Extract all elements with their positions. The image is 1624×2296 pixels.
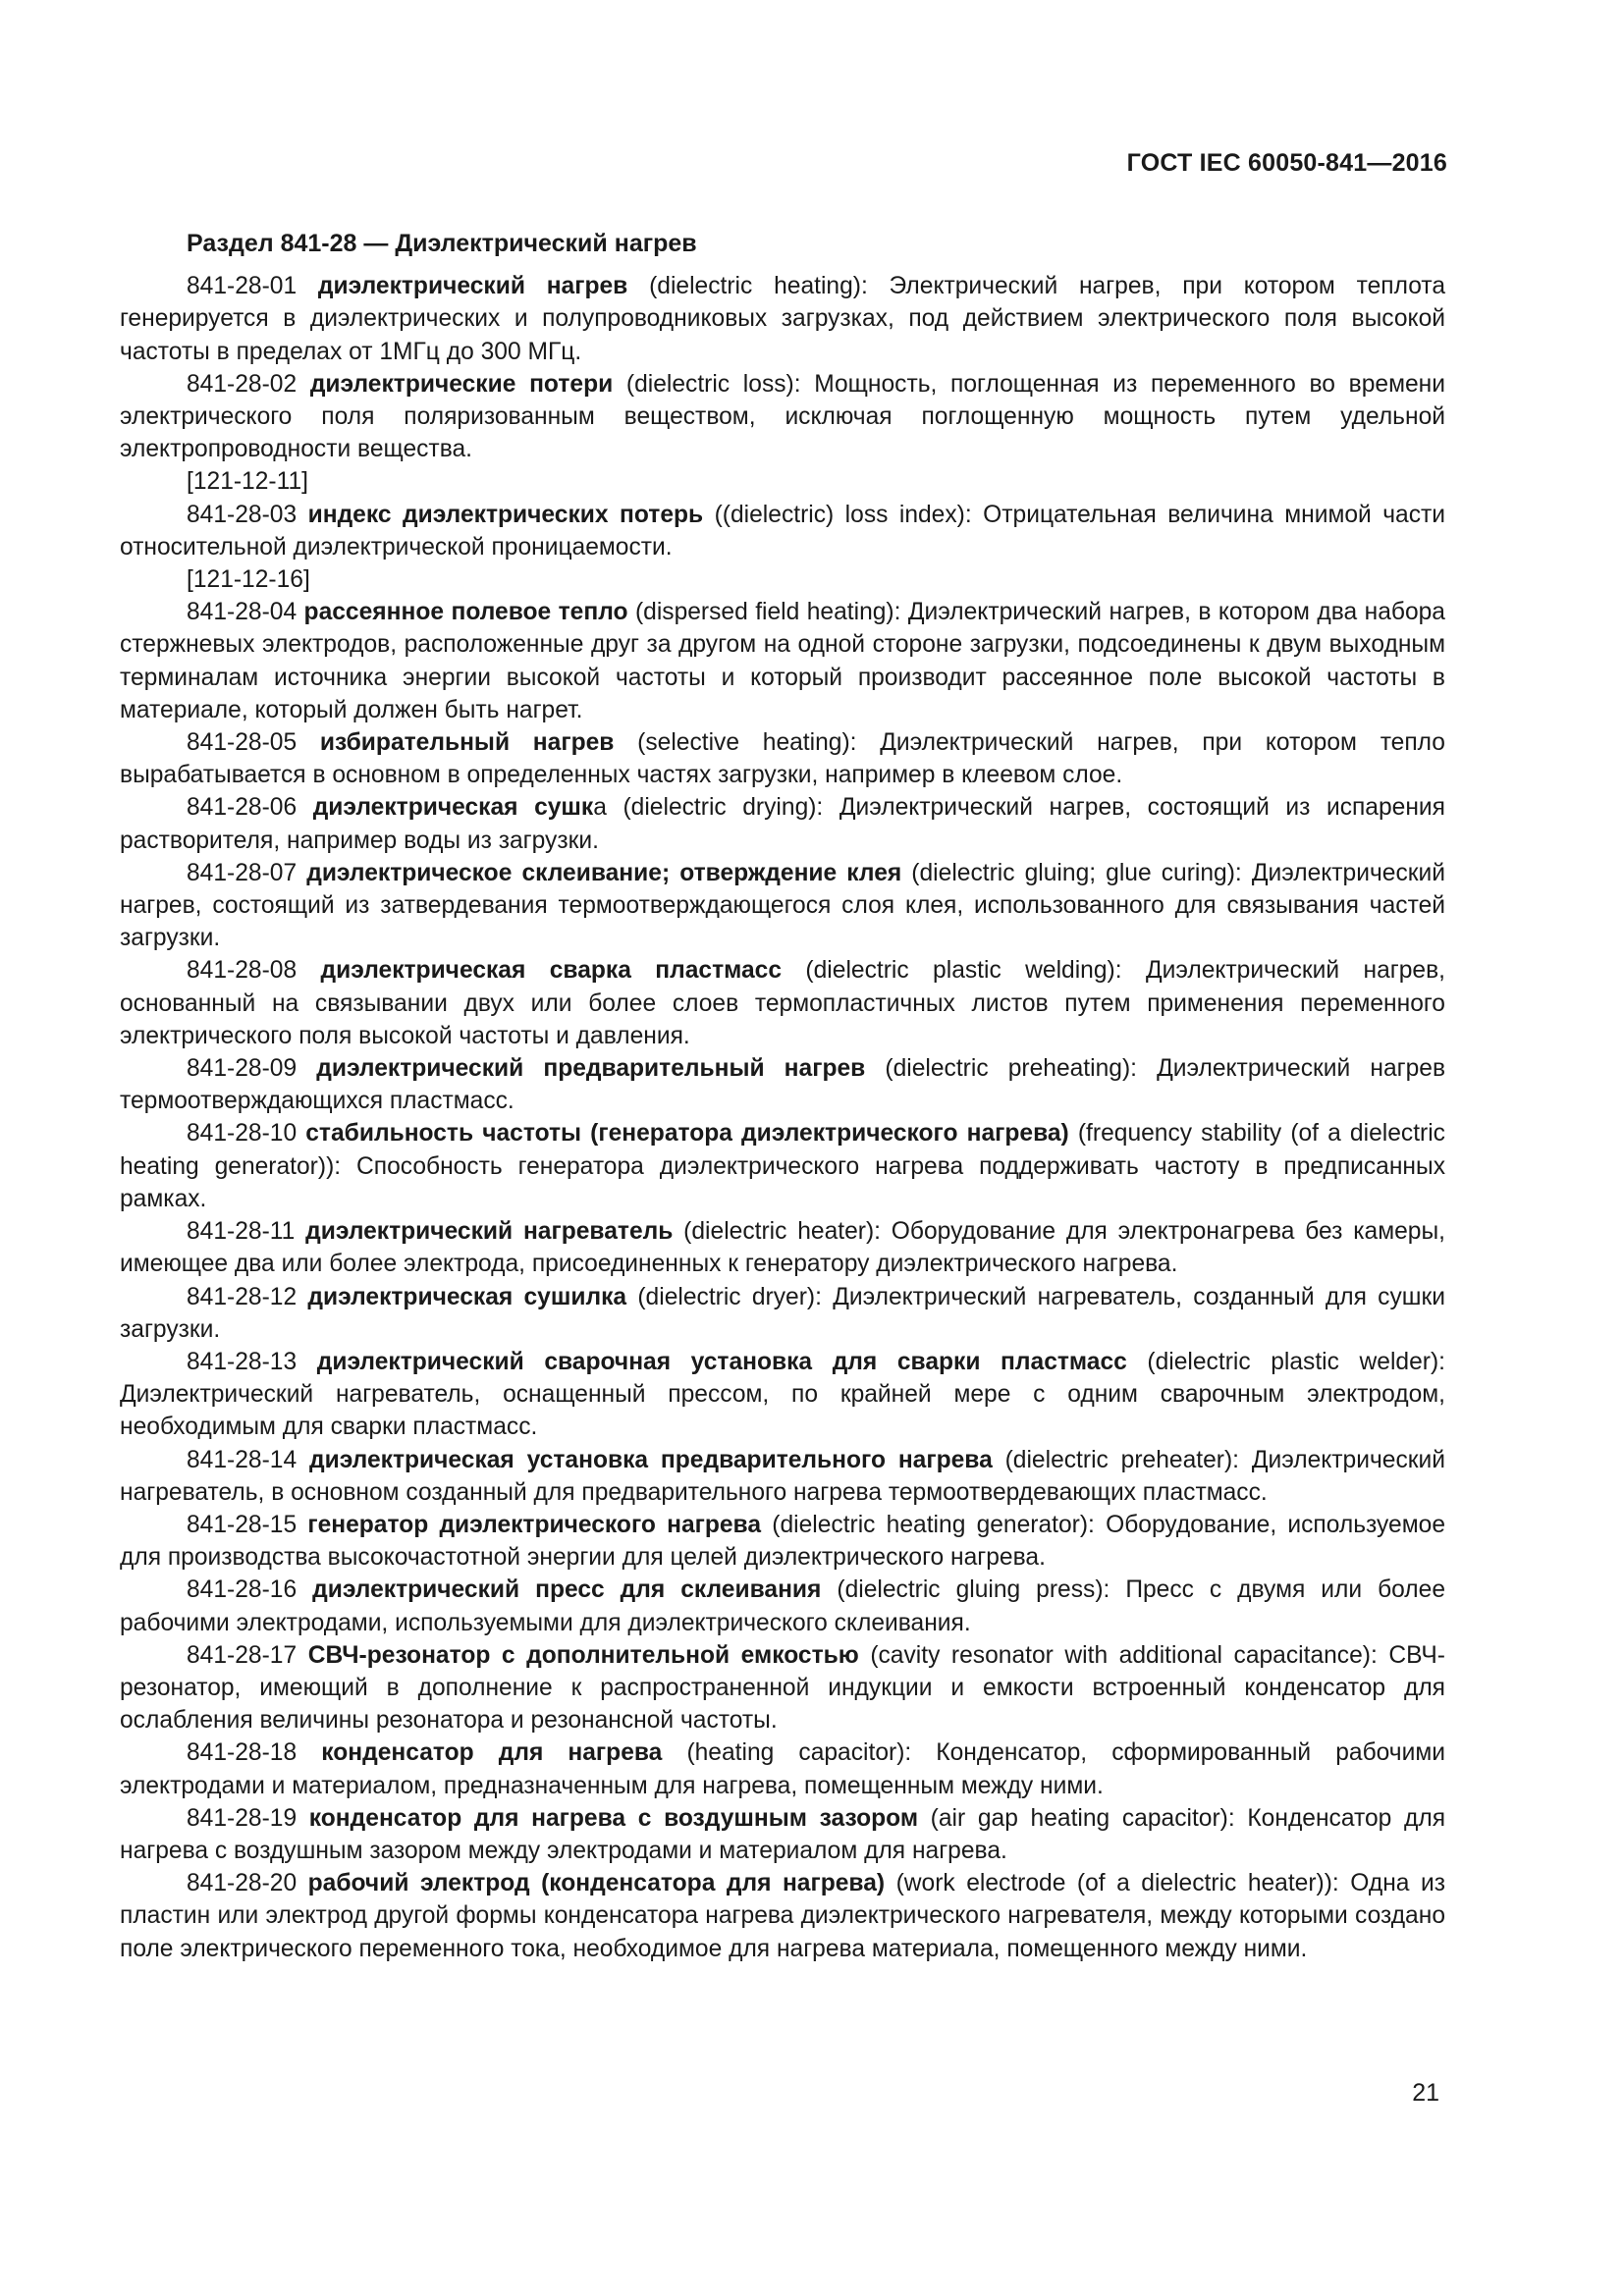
term-definition: (heating capacitor): Конденсатор, сформированный рабочими электродами и материалом, предназначенным для нагрева, помещенным между ними. [120,1739,1445,1799]
term-entry [120,1639,1445,1737]
term-name: диэлектрическое склеивание; отверждение клея [306,859,902,886]
term-name: диэлектрическая сварка пластмасс [320,957,783,985]
term-entry [120,1736,1445,1801]
term-definition: (dielectric plastic welding): Диэлектрический нагрев, основанный на связывании двух или более слоев термопластичных листов путем применения переменного электрического поля высокой частоты и давления. [120,957,1445,1049]
term-number: 841-28-20 [187,1870,298,1897]
term-name: диэлектрическая сушилка [307,1283,627,1310]
term-entry [120,791,1445,856]
term-entry [120,1802,1445,1867]
term-number: 841-28-06 [187,794,298,822]
term-entry [120,368,1445,466]
term-number: 841-28-02 [187,370,298,398]
term-definition: (dielectric heater): Оборудование для электронагрева без камеры, имеющее два или более электрода, присоединенных к генератору диэлектрического нагрева. [120,1218,1445,1278]
term-name: диэлектрический предварительный нагрев [316,1055,866,1083]
term-number: 841-28-13 [187,1348,298,1375]
term-number: 841-28-03 [187,501,298,528]
term-definition: (frequency stability (of a dielectric heating generator)): Способность генератора диэлектрического нагрева поддерживать частоту в предписанных рамках. [120,1120,1445,1212]
term-definition: ((dielectric) loss index): Отрицательная величина мнимой части относительной диэлектрической проницаемости. [120,501,1446,561]
term-entries [120,270,1445,1965]
term-name: конденсатор для нагрева [321,1739,663,1767]
term-number: 841-28-10 [187,1120,298,1148]
term-number: 841-28-05 [187,729,298,757]
term-name: диэлектрические потери [309,370,614,398]
term-entry [120,857,1445,955]
term-name: рабочий электрод (конденсатора для нагрева) [307,1870,886,1897]
term-name: диэлектрический нагреватель [305,1218,674,1246]
term-number: 841-28-16 [187,1576,298,1604]
page-number: 21 [1412,2079,1439,2107]
term-definition: (dielectric gluing press): Пресс с двумя или более рабочими электродами, используемыми для диэлектрического склеивания. [120,1576,1445,1636]
term-entry [120,1574,1445,1638]
term-definition: (dielectric gluing; glue curing): Диэлектрический нагрев, состоящий из затвердевания термоотверждающегося слоя клея, использованного для связывания частей загрузки. [120,859,1445,952]
term-entry [120,1509,1445,1574]
term-name: конденсатор для нагрева с воздушным зазором [308,1804,919,1832]
term-definition: (dielectric loss): Мощность, поглощенная из переменного во времени электрического поля поляризованным веществом, исключая поглощенную мощность путем удельной электропроводности вещества. [120,370,1445,463]
term-number: 841-28-12 [187,1283,298,1310]
term-definition: (dielectric heating generator): Оборудование, используемое для производства высокочастотной энергии для целей диэлектрического нагрева. [120,1511,1445,1572]
term-definition: (dielectric dryer): Диэлектрический нагреватель, созданный для сушки загрузки. [120,1283,1445,1343]
term-definition: (cavity resonator with additional capacitance): СВЧ-резонатор, имеющий в дополнение к распространенной индукции и емкости встроенный конденсатор для ослабления величины резонатора и резонансной частоты. [120,1641,1445,1735]
term-number: 841-28-04 [187,599,298,626]
term-entry [120,596,1445,726]
term-definition: (dielectric preheater): Диэлектрический нагреватель, в основном созданный для предварительного нагрева термоотвердевающих пластмасс. [120,1446,1445,1506]
term-number: 841-28-09 [187,1055,298,1083]
term-name: диэлектрическая сушк [312,794,594,822]
term-number: 841-28-18 [187,1739,298,1767]
term-name: диэлектрический пресс для склеивания [312,1576,822,1604]
term-number: 841-28-17 [187,1641,298,1669]
term-name: стабильность частоты (генератора диэлектрического нагрева) [305,1120,1069,1148]
term-definition: (air gap heating capacitor): Конденсатор для нагрева с воздушным зазором между электродами и материалом для нагрева. [120,1804,1446,1864]
section-title: Раздел 841-28 — Диэлектрический нагрев [187,230,697,257]
term-entry [120,499,1445,563]
term-name: диэлектрический сварочная установка для сварки пластмасс [316,1348,1127,1375]
term-entry [120,1215,1445,1280]
term-entry [120,954,1445,1052]
term-entry [120,1444,1445,1509]
term-number: 841-28-19 [187,1804,298,1832]
term-reference: [121-12-11] [187,468,308,496]
term-name: диэлектрический нагрев [317,273,628,300]
term-name: диэлектрическая установка предварительного нагрева [308,1446,993,1473]
term-name: рассеянное полевое тепло [303,599,628,626]
term-entry [120,1281,1445,1346]
term-name: СВЧ-резонатор с дополнительной емкостью [307,1641,859,1669]
term-name: индекс диэлектрических потерь [307,501,704,528]
term-name: генератор диэлектрического нагрева [307,1511,762,1538]
term-name: избирательный нагрев [319,729,615,757]
term-definition: (dielectric plastic welder): Диэлектрический нагреватель, оснащенный прессом, по крайней мере с одним сварочным электродом, необходимым для сварки пластмасс. [120,1348,1445,1441]
term-definition: (work electrode (of a dielectric heater)): Одна из пластин или электрод другой формы конденсатора нагрева диэлектрического нагревателя, между которыми создано поле электрического переменного тока, необходимое для нагрева материала, помещенного между ними. [120,1870,1445,1962]
term-entry [120,1346,1445,1444]
term-definition: (dispersed field heating): Диэлектрический нагрев, в котором два набора стержневых электродов, расположенные друг за другом на одной стороне загрузки, подсоединены к двум выходным терминалам источника энергии высокой частоты и который производит рассеянное поле высокой частоты в материале, который должен быть нагрет. [120,599,1445,723]
term-entry [120,726,1445,791]
term-entry [120,270,1445,368]
term-entry [120,1052,1445,1117]
term-definition: (selective heating): Диэлектрический нагрев, при котором тепло вырабатывается в основном в определенных частях загрузки, например в клеевом слое. [120,729,1445,789]
term-number: 841-28-14 [187,1446,298,1473]
document-header: ГОСТ IEC 60050-841—2016 [1126,149,1447,177]
term-reference: [121-12-16] [187,566,310,594]
term-entry [120,1867,1445,1965]
term-definition: а (dielectric drying): Диэлектрический нагрев, состоящий из испарения растворителя, например воды из загрузки. [120,794,1445,854]
term-number: 841-28-08 [187,957,298,985]
document-body [120,228,1445,1965]
term-number: 841-28-01 [187,273,298,300]
term-entry [120,1117,1445,1215]
term-definition: (dielectric preheating): Диэлектрический нагрев термоотверждающихся пластмасс. [120,1055,1446,1115]
term-number: 841-28-15 [187,1511,298,1538]
term-number: 841-28-11 [187,1218,296,1246]
term-number: 841-28-07 [187,859,298,886]
term-definition: (dielectric heating): Электрический нагрев, при котором теплота генерируется в диэлектрических и полупроводниковых загрузках, под действием электрического поля высокой частоты в пределах от 1МГц до 300 МГц. [120,273,1445,365]
